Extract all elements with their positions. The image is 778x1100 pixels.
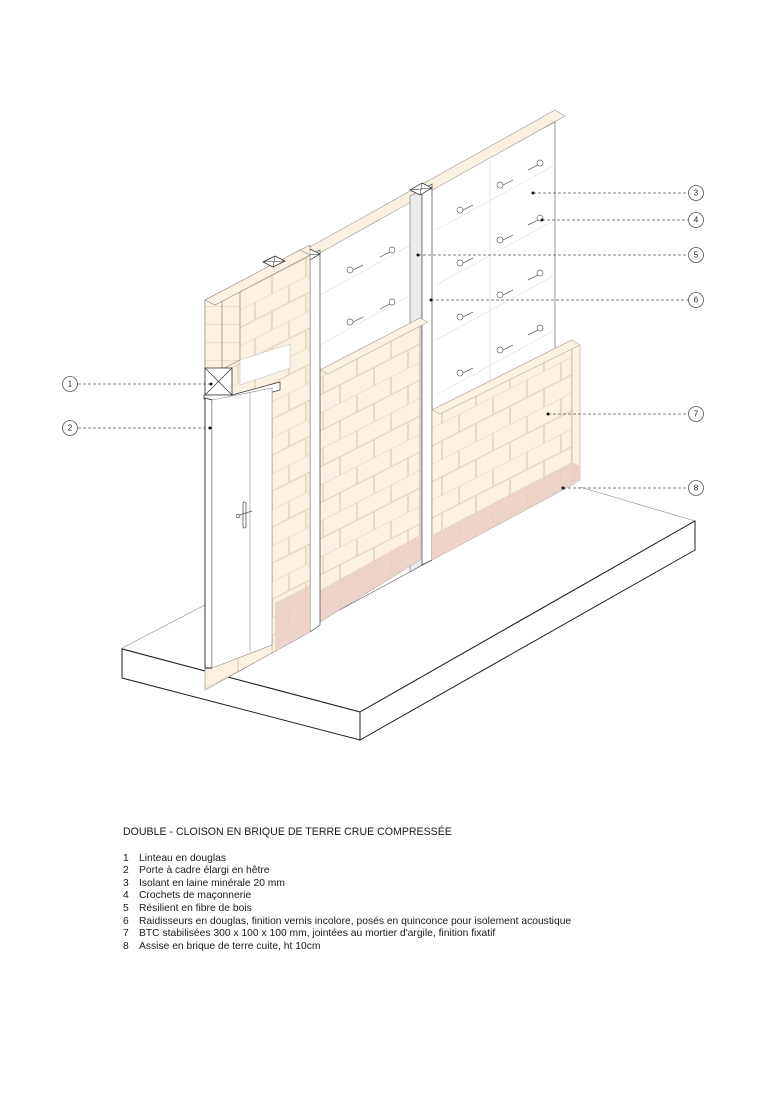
legend-num: 6: [123, 915, 129, 927]
legend-num: 3: [123, 877, 129, 889]
svg-text:4: 4: [693, 215, 699, 225]
legend-item: [123, 853, 571, 866]
legend-num: 4: [123, 890, 129, 902]
svg-text:5: 5: [693, 250, 699, 260]
legend-num: 1: [123, 852, 129, 864]
beech-door: [205, 388, 272, 668]
legend-num: 7: [123, 928, 129, 940]
callout-4: [689, 213, 704, 228]
legend-item: [123, 903, 571, 916]
legend-num: 8: [123, 940, 129, 952]
legend-item: [123, 916, 571, 929]
legend-label: Résilient en fibre de bois: [139, 902, 252, 914]
legend-item: [123, 865, 571, 878]
legend-num: 5: [123, 902, 129, 914]
legend-label: Raidisseurs en douglas, finition vernis incolore, posés en quinconce pour isolement acoustique: [139, 915, 572, 927]
callout-2: [63, 421, 78, 436]
svg-text:3: 3: [693, 188, 699, 198]
legend-item: [123, 890, 571, 903]
legend: [123, 826, 571, 953]
legend-label: Crochets de maçonnerie: [139, 890, 252, 902]
legend-label: BTC stabilisées 300 x 100 x 100 mm, jointées au mortier d'argile, finition fixatif: [139, 928, 496, 940]
diagram-title: DOUBLE - CLOISON EN BRIQUE DE TERRE CRUE COMPRESSÉE: [123, 826, 452, 838]
legend-label: Linteau en douglas: [139, 852, 227, 864]
svg-text:1: 1: [67, 379, 73, 389]
legend-item: [123, 878, 571, 891]
callout-6: [689, 293, 704, 308]
legend-label: Assise en brique de terre cuite, ht 10cm: [139, 940, 321, 952]
svg-text:6: 6: [693, 295, 699, 305]
svg-text:7: 7: [693, 409, 699, 419]
legend-label: Porte à cadre élargi en hêtre: [139, 865, 270, 877]
callout-5: [689, 248, 704, 263]
callout-1: [63, 377, 78, 392]
callout-3: [689, 186, 704, 201]
svg-text:8: 8: [693, 483, 699, 493]
legend-label: Isolant en laine minérale 20 mm: [139, 877, 285, 889]
callout-7: [689, 407, 704, 422]
svg-text:2: 2: [67, 423, 73, 433]
legend-item: [123, 928, 571, 941]
legend-num: 2: [123, 865, 129, 877]
callout-8: [689, 481, 704, 496]
legend-item: [123, 941, 571, 954]
